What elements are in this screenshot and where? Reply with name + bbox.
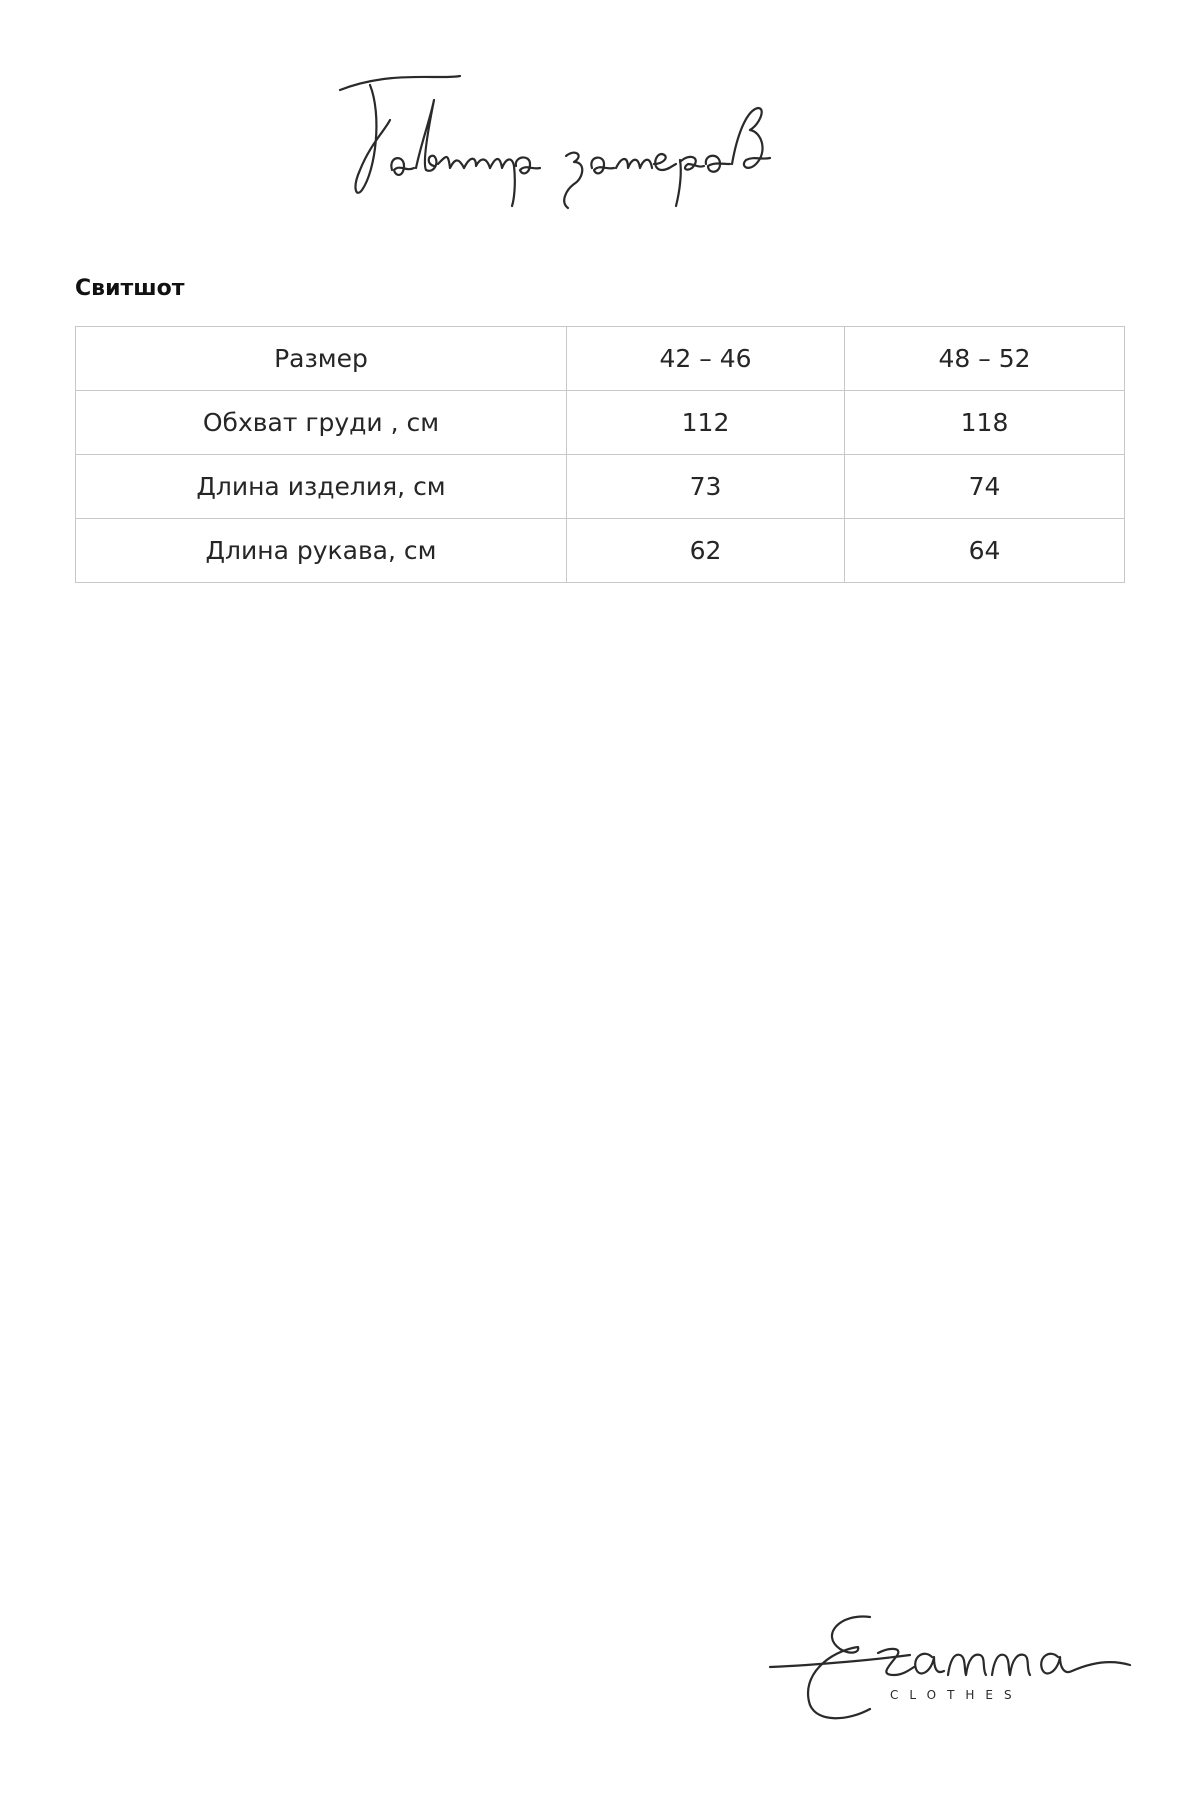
row-label-sleeve: Длина рукава, см bbox=[76, 519, 567, 583]
section-heading: Свитшот bbox=[75, 276, 185, 301]
logo-tagline: CLOTHES bbox=[890, 1688, 1023, 1702]
table-cell: 73 bbox=[567, 455, 845, 519]
brand-logo bbox=[760, 1595, 1150, 1730]
table-row bbox=[76, 519, 1125, 583]
table-cell: 48 – 52 bbox=[845, 327, 1125, 391]
table-row bbox=[76, 455, 1125, 519]
table-cell: 62 bbox=[567, 519, 845, 583]
size-table bbox=[75, 326, 1125, 583]
logo-graphic bbox=[760, 1595, 1150, 1730]
table-cell: 74 bbox=[845, 455, 1125, 519]
page-title bbox=[330, 60, 890, 220]
table-cell: 112 bbox=[567, 391, 845, 455]
table-row bbox=[76, 391, 1125, 455]
table-cell: 42 – 46 bbox=[567, 327, 845, 391]
table-row bbox=[76, 327, 1125, 391]
table-cell: 118 bbox=[845, 391, 1125, 455]
row-label-chest: Обхват груди , см bbox=[76, 391, 567, 455]
row-label-length: Длина изделия, см bbox=[76, 455, 567, 519]
table-cell: 64 bbox=[845, 519, 1125, 583]
handwritten-title-graphic bbox=[330, 60, 890, 220]
row-label-size: Размер bbox=[76, 327, 567, 391]
